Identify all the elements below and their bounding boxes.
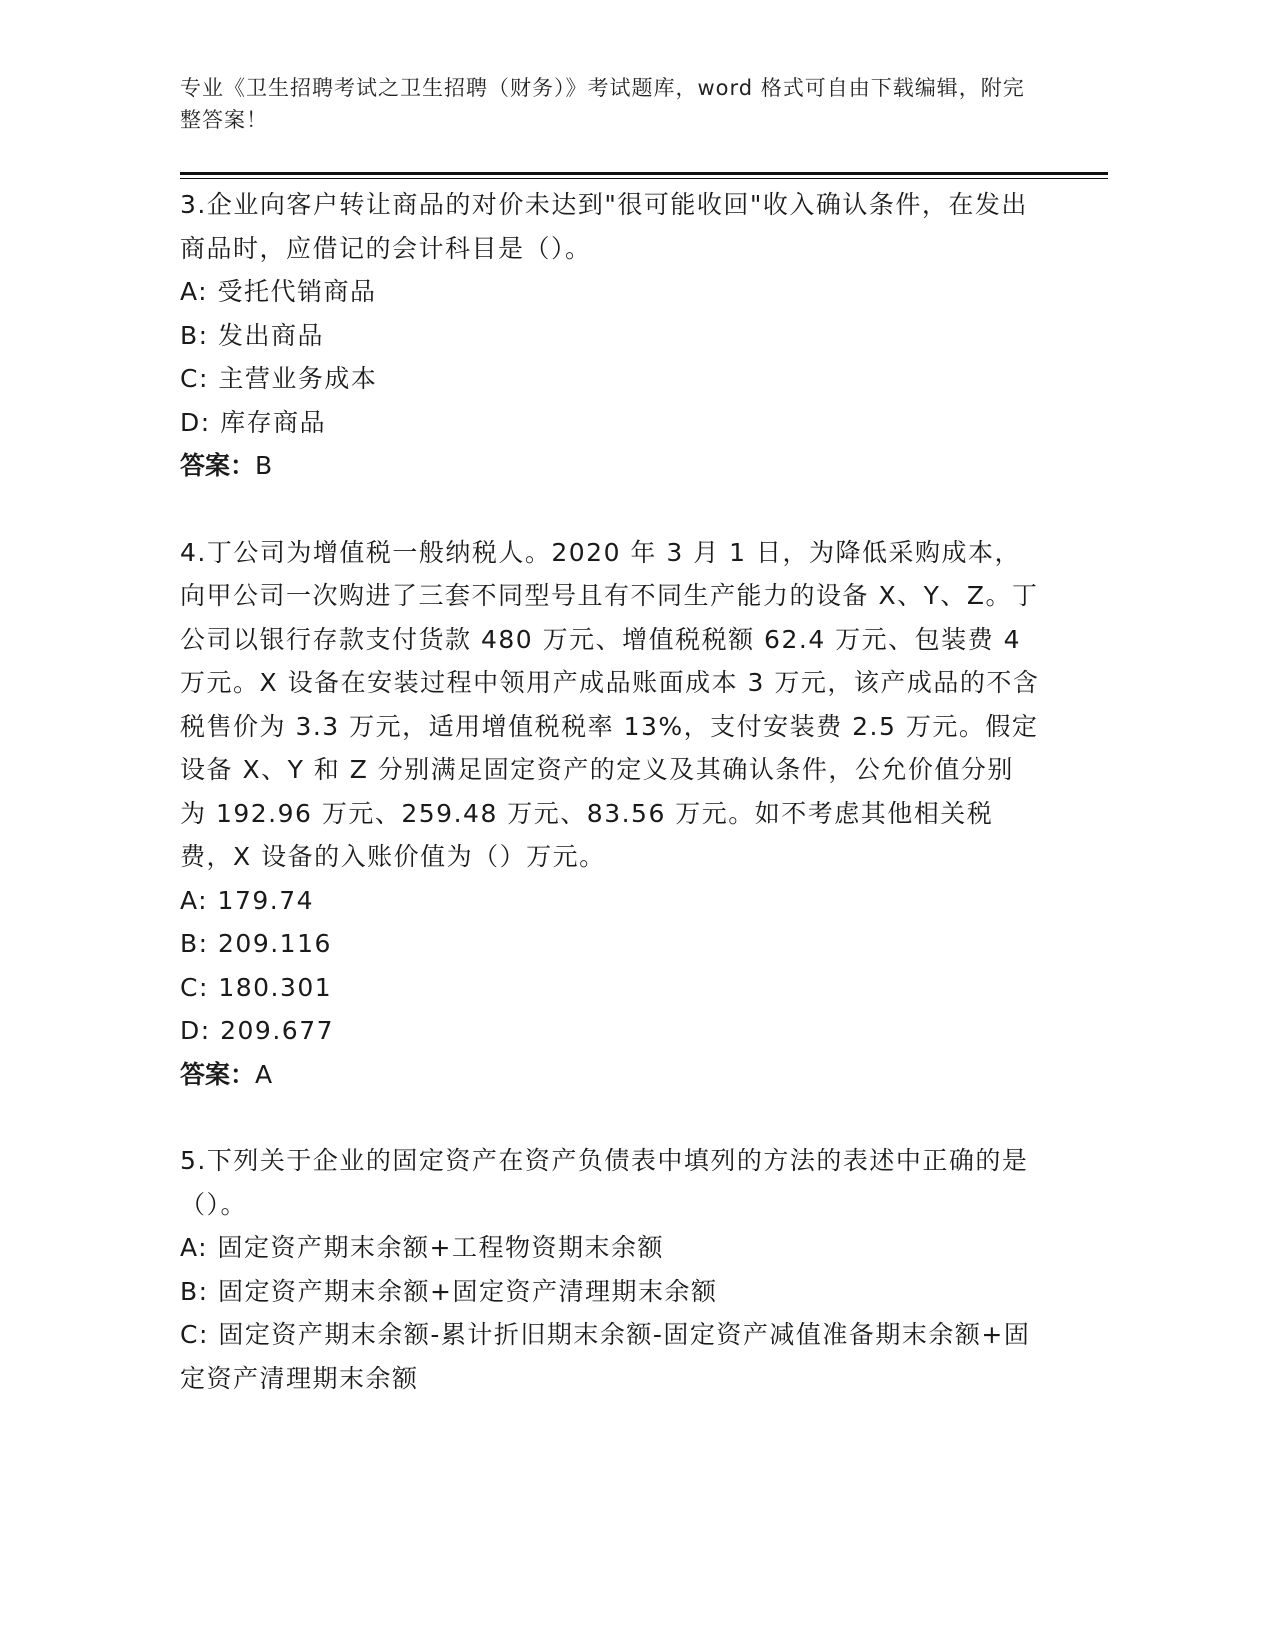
answer-line	[180, 444, 1040, 488]
question-stem: 3.企业向客户转让商品的对价未达到"很可能收回"收入确认条件，在发出商品时，应借记的会计科目是（）。	[180, 190, 1028, 263]
option-b: B: 发出商品	[180, 320, 325, 350]
answer-value: B	[255, 451, 273, 480]
option-a: A: 受托代销商品	[180, 277, 377, 306]
answer-value: A	[255, 1059, 273, 1089]
option-d: D: 库存商品	[180, 407, 327, 437]
answer-label: 答案：	[180, 1059, 256, 1089]
answer-line	[180, 1053, 1040, 1097]
question-5	[180, 1139, 1040, 1400]
answer-label: 答案：	[180, 451, 256, 480]
option-a: A: 179.74	[180, 885, 315, 915]
option-c: C: 180.301	[180, 972, 333, 1002]
option-b: B: 固定资产期末余额+固定资产清理期末余额	[180, 1276, 718, 1306]
option-c: C: 固定资产期末余额-累计折旧期末余额-固定资产减值准备期末余额+固定资产清理期末余额	[180, 1320, 1031, 1393]
document-header: 专业《卫生招聘考试之卫生招聘（财务）》考试题库，word 格式可自由下载编辑，附完整答案！	[180, 76, 1025, 132]
option-b: B: 209.116	[180, 929, 332, 958]
question-4	[180, 531, 1040, 1097]
question-stem: 4.丁公司为增值税一般纳税人。2020 年 3 月 1 日，为降低采购成本，向甲公司一次购进了三套不同型号且有不同生产能力的设备 X、Y、Z。丁公司以银行存款支付货款 480 万元、增值税税额 62.4 万元、包装费 4 万元。X 设备在安装过程中领用产成品账面成本 3 万元，该产成品的不含税售价为 3.3 万元，适用增值税税率 13%，支付安装费 2.5 万元。假定设备 X、Y 和 Z 分别满足固定资产的定义及其确认条件，公允价值分别为 192.96 万元、259.48 万元、83.56 万元。如不考虑其他相关税费，X 设备的入账价值为（）万元。	[180, 537, 1040, 871]
header-divider-thick	[180, 172, 1108, 175]
question-spacer	[180, 488, 1040, 531]
option-c: C: 主营业务成本	[180, 364, 378, 393]
option-a: A: 固定资产期末余额+工程物资期末余额	[180, 1233, 664, 1262]
question-stem: 5.下列关于企业的固定资产在资产负债表中填列的方法的表述中正确的是（）。	[180, 1146, 1029, 1219]
question-3	[180, 183, 1040, 488]
question-list	[180, 183, 1040, 1400]
question-spacer	[180, 1096, 1040, 1139]
option-d: D: 209.677	[180, 1016, 335, 1045]
header-divider-thin	[180, 178, 1108, 179]
